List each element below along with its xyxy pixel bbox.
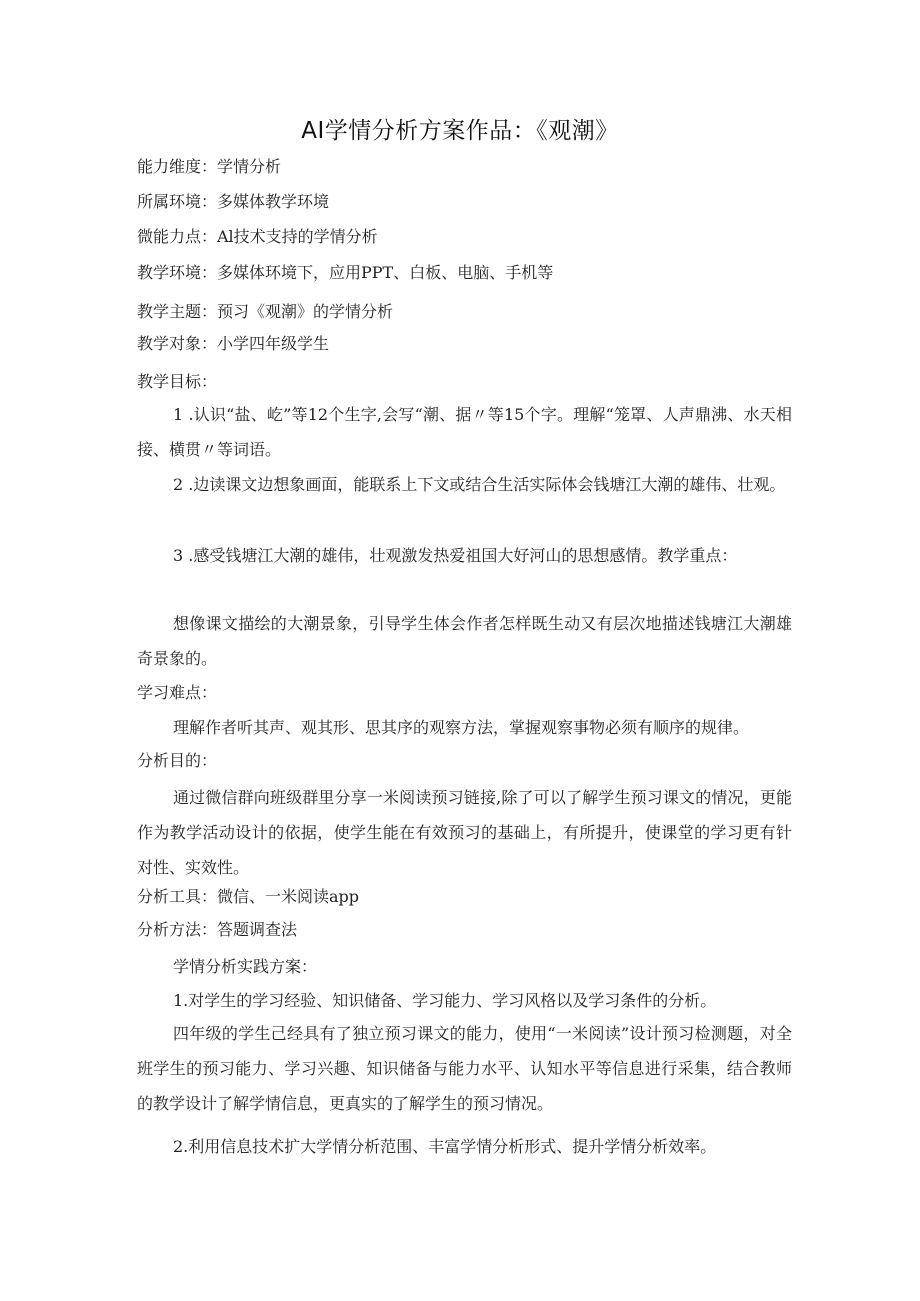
plan-heading: 学情分析实践方案： bbox=[173, 957, 318, 976]
document-title: AI学情分析方案作品：《观潮》 bbox=[301, 118, 619, 144]
difficulty-text: 理解作者听其声、观其形、思其序的观察方法，掌握观察事物必须有顺序的规律。 bbox=[173, 718, 750, 737]
teaching-environment: 教学环境：多媒体环境下，应用PPT、白板、电脑、手机等 bbox=[137, 263, 554, 282]
objective-item-2: 2 .边读课文边想象画面，能联系上下文或结合生活实际体会钱塘江大潮的雄伟、壮观。 bbox=[173, 475, 786, 494]
analysis-method: 分析方法：答题调查法 bbox=[137, 920, 298, 939]
purpose-heading: 分析目的： bbox=[137, 751, 218, 770]
objectives-heading: 教学目标： bbox=[137, 372, 218, 391]
plan-step-1: 1.对学生的学习经验、知识储备、学习能力、学习风格以及学习条件的分析。 bbox=[173, 991, 717, 1010]
objective-item-3: 3 .感受钱塘江大潮的雄伟，壮观激发热爱祖国大好河山的思想感情。教学重点： bbox=[173, 546, 738, 565]
analysis-tools: 分析工具：微信、一米阅读app bbox=[137, 887, 360, 906]
difficulty-heading: 学习难点： bbox=[137, 683, 218, 702]
objective-item-1: 1 .认识“盐、屹”等12个生字,会写“潮、据〃等15个字。理解“笼罩、人声鼎沸、水天相接、横贯〃等词语。 bbox=[137, 405, 792, 459]
ability-dimension: 能力维度：学情分析 bbox=[137, 157, 282, 176]
purpose-text: 通过微信群向班级群里分享一米阅读预习链接,除了可以了解学生预习课文的情况，更能作为教学活动设计的依据，使学生能在有效预习的基础上，有所提升，使课堂的学习更有针对性、实效性。 bbox=[137, 788, 792, 877]
teaching-target: 教学对象：小学四年级学生 bbox=[137, 334, 330, 353]
teaching-theme: 教学主题：预习《观潮》的学情分析 bbox=[137, 302, 394, 321]
environment-type: 所属环境：多媒体教学环境 bbox=[137, 192, 330, 211]
plan-step-2: 2.利用信息技术扩大学情分析范围、丰富学情分析形式、提升学情分析效率。 bbox=[173, 1137, 717, 1156]
micro-ability-point: 微能力点：Al技术支持的学情分析 bbox=[137, 227, 378, 246]
key-point-text: 想像课文描绘的大潮景象，引导学生体会作者怎样既生动又有层次地描述钱塘江大潮雄奇景象的。 bbox=[137, 614, 792, 668]
plan-step-1-text: 四年级的学生己经具有了独立预习课文的能力，使用“一米阅读”设计预习检测题，对全班学生的预习能力、学习兴趣、知识储备与能力水平、认知水平等信息进行采集，结合教师的教学设计了解学情信息，更真实的了解学生的预习情况。 bbox=[137, 1024, 792, 1113]
